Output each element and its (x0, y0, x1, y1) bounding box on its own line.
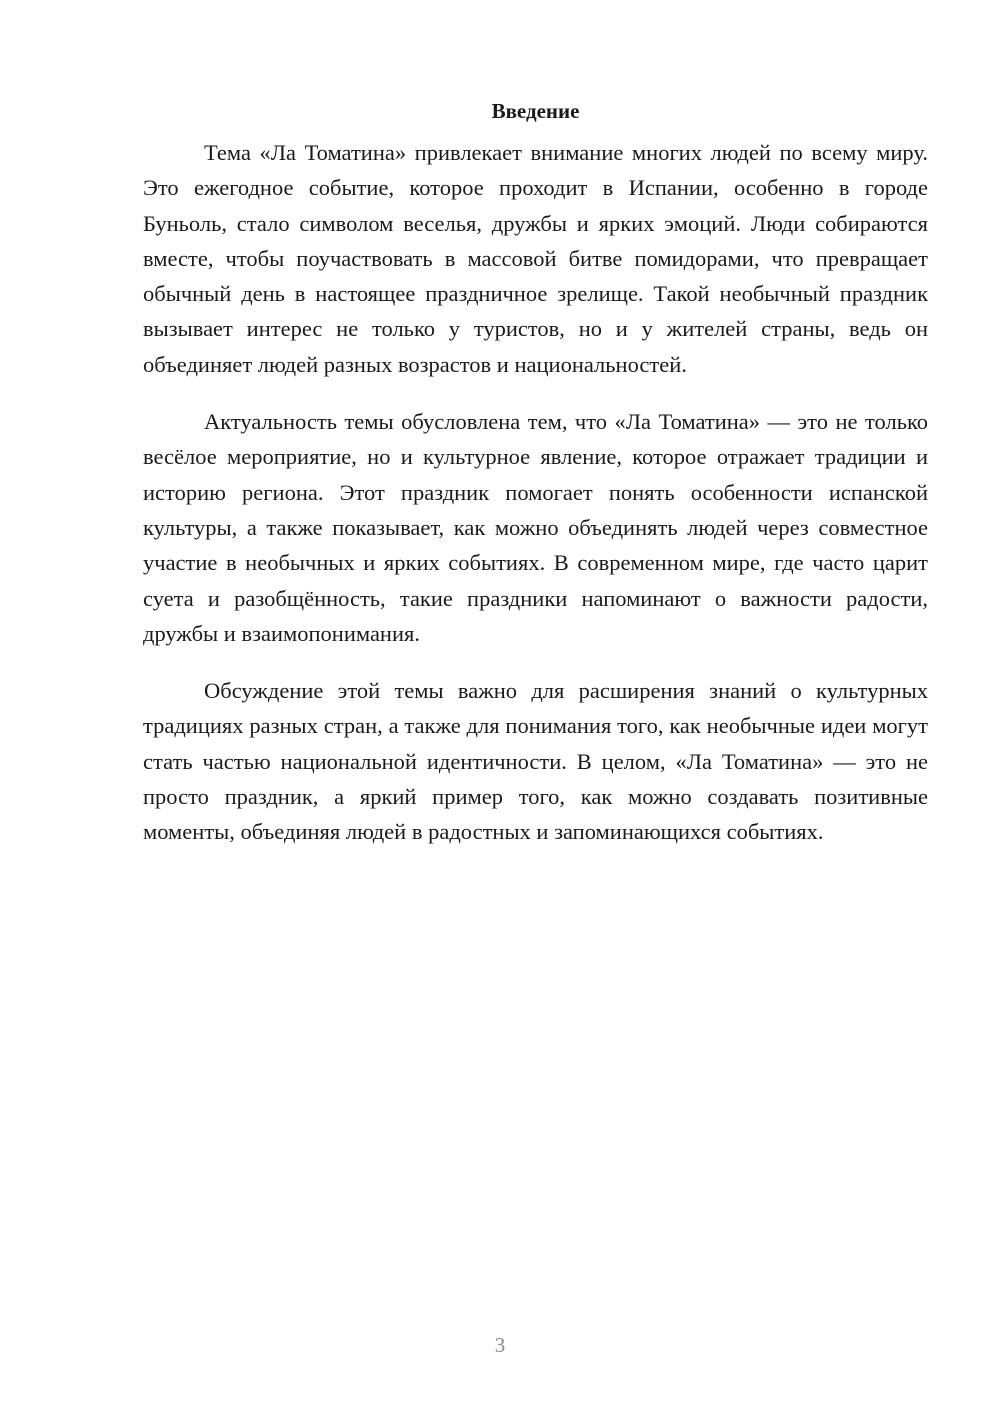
paragraph-discussion: Обсуждение этой темы важно для расширения знаний о культурных традициях разных стран, а также для понимания того, как необычные идеи могут стать частью национальной идентичности. В целом, «Ла Томатина» — это не просто праздник, а яркий пример того, как можно создавать позитивные моменты, объединяя людей в радостных и запоминающихся событиях. (143, 678, 928, 845)
paragraph-topic: Тема «Ла Томатина» привлекает внимание многих людей по всему миру. Это ежегодное событие, которое проходит в Испании, особенно в городе Буньоль, стало символом веселья, дружбы и ярких эмоций. Люди собираются вместе, чтобы поучаствовать в массовой битве помидорами, что превращает обычный день в настоящее праздничное зрелище. Такой необычный праздник вызывает интерес не только у туристов, но и у жителей страны, ведь он объединяет людей разных возрастов и национальностей. (143, 140, 928, 377)
page-number: 3 (494, 1333, 506, 1357)
page-content (143, 96, 928, 872)
paragraph-relevance: Актуальность темы обусловлена тем, что «Ла Томатина» — это не только весёлое мероприятие, но и культурное явление, которое отражает традиции и историю региона. Этот праздник помогает понять особенности испанской культуры, а также показывает, как можно объединять людей через совместное участие в необычных и ярких событиях. В современном мире, где часто царит суета и разобщённость, такие праздники напоминают о важности радости, дружбы и взаимопонимания. (143, 409, 928, 646)
section-heading: Введение (491, 99, 580, 123)
